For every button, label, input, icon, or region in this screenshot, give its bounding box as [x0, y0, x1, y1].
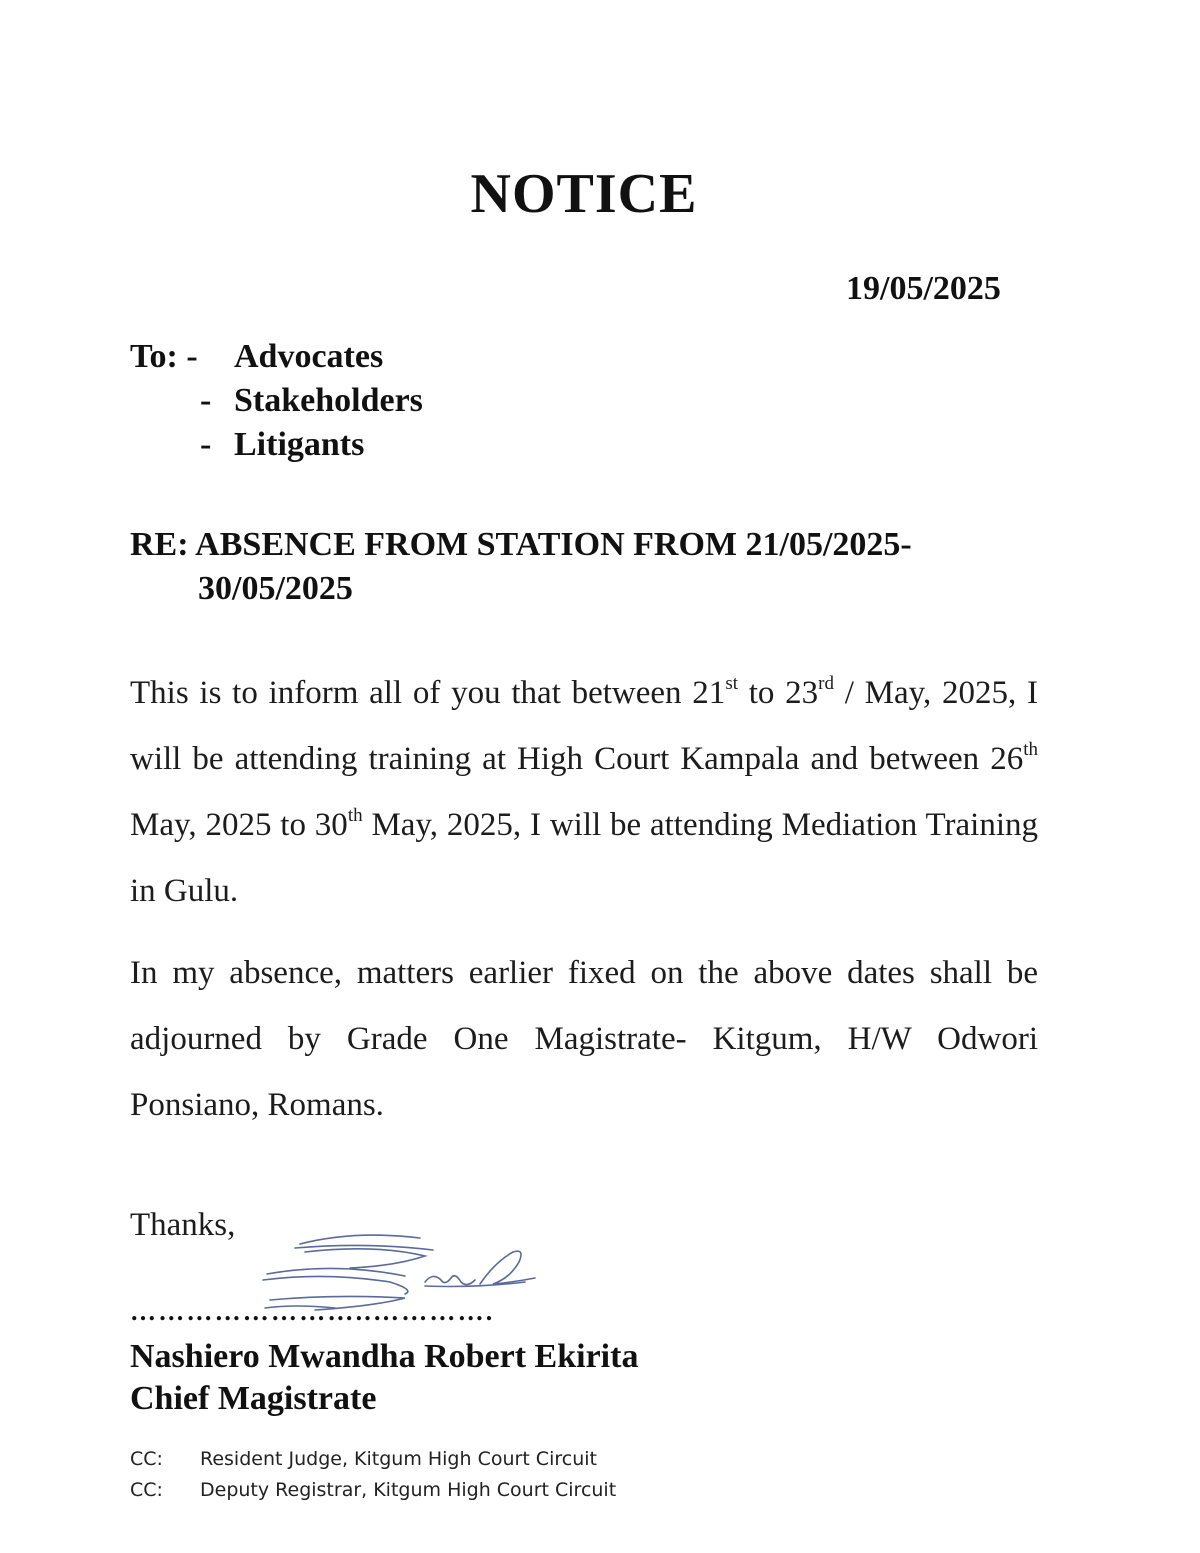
signer-role: Chief Magistrate [130, 1380, 377, 1417]
ordinal-suffix: st [725, 673, 738, 694]
signer-name: Nashiero Mwandha Robert Ekirita [130, 1338, 639, 1375]
recipient-item: Litigants [234, 426, 365, 463]
to-label: To: - [130, 338, 198, 375]
cc-recipient: Deputy Registrar, Kitgum High Court Circuit [200, 1479, 617, 1501]
cc-label: CC: [130, 1479, 163, 1501]
subject-line [130, 523, 912, 611]
body-text: This is to inform all of you that between 21 [130, 675, 726, 711]
list-dash: - [200, 382, 212, 419]
notice-date: 19/05/2025 [846, 270, 1001, 307]
ordinal-suffix: th [347, 805, 363, 826]
cc-recipient: Resident Judge, Kitgum High Court Circuit [200, 1448, 597, 1470]
list-dash: - [200, 426, 212, 463]
body-paragraph-1 [130, 660, 1038, 924]
closing-thanks: Thanks, [130, 1207, 236, 1243]
recipient-item: Stakeholders [234, 382, 423, 419]
subject-line-1: RE: ABSENCE FROM STATION FROM 21/05/2025- [130, 526, 912, 563]
body-text: / May, 2025, I will be attending training at High Court Kampala and between 26 [130, 675, 1038, 777]
subject-line-2: 30/05/2025 [198, 570, 353, 607]
cc-line [130, 1479, 616, 1501]
recipient-item: Advocates [234, 338, 384, 375]
cc-line [130, 1448, 597, 1470]
ordinal-suffix: th [1023, 739, 1038, 760]
signature-line: ……………………..…………. [130, 1297, 495, 1326]
cc-label: CC: [130, 1448, 163, 1470]
ordinal-suffix: rd [818, 673, 834, 694]
body-text: to 23 [738, 675, 819, 711]
body-paragraph-2: In my absence, matters earlier fixed on the above dates shall be adjourned by Grade One Magistrate- Kitgum, H/W Odwori Ponsiano, Romans. [130, 955, 1038, 1123]
notice-title: NOTICE [470, 163, 698, 225]
body-text: May, 2025 to 30 [130, 807, 348, 843]
signer-block [130, 1336, 638, 1420]
body-text: May, 2025, I will be attending Mediation Training in Gulu. [130, 807, 1039, 909]
